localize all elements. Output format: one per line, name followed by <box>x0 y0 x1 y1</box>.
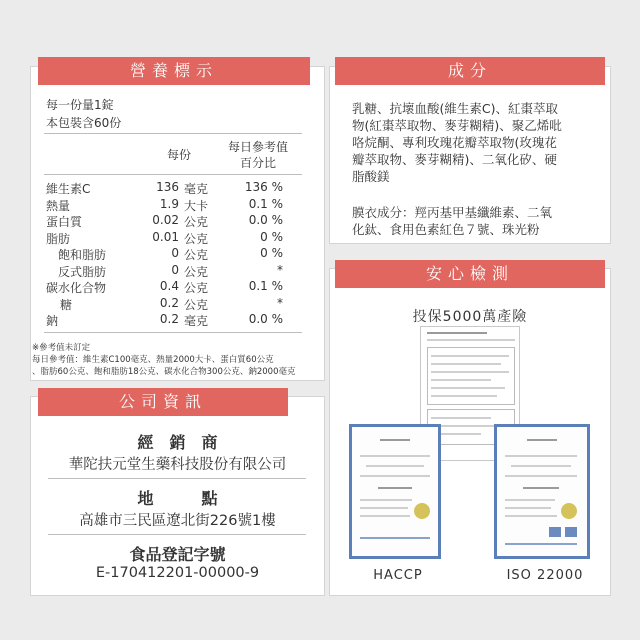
nutrient-unit: 公克 <box>184 281 209 295</box>
nutrition-divider-top <box>44 133 302 134</box>
nutrition-divider-bottom <box>44 332 302 333</box>
nutrient-unit: 毫克 <box>184 182 209 196</box>
iso-label: ISO 22000 <box>506 568 584 583</box>
nutrient-value: 0.02 <box>152 213 179 227</box>
nutrition-row <box>46 230 301 247</box>
safety-banner <box>335 260 605 288</box>
nutrient-value: 136 <box>156 180 179 194</box>
nutrient-name: 鈉 <box>46 314 59 328</box>
nutrition-banner <box>38 57 310 85</box>
insurance-text: 投保5000萬產險 <box>412 309 528 325</box>
nutrient-unit: 公克 <box>184 265 209 279</box>
nutrition-row <box>46 246 301 263</box>
nutrient-unit: 公克 <box>184 232 209 246</box>
col-daily-reference: 每日參考值 <box>228 140 289 154</box>
ingredients-line: 瓣萃取物、麥芽糊精)、二氧化矽、硬 <box>352 152 557 167</box>
nutrient-percent: * <box>277 296 283 310</box>
serving-size: 每一份量1錠 <box>46 98 114 112</box>
coating-line: 化鈦、食用色素紅色７號、珠光粉 <box>352 222 540 237</box>
registration-label: 食品登記字號 <box>129 545 226 564</box>
nutrient-name: 蛋白質 <box>46 215 83 229</box>
nutrient-unit: 毫克 <box>184 314 209 328</box>
nutrition-row <box>46 180 301 197</box>
company-divider <box>48 478 306 479</box>
ingredients-line: 物(紅棗萃取物、麥芽糊精)、聚乙烯吡 <box>352 118 562 133</box>
company-banner-title: 公司資訊 <box>118 392 207 411</box>
nutrition-banner-title: 營養標示 <box>129 61 218 80</box>
ingredients-line: 咯烷酮、專利玫瑰花瓣萃取物(玫瑰花 <box>352 135 557 150</box>
nutrient-name: 反式脂肪 <box>58 265 107 279</box>
ingredients-text <box>352 100 562 185</box>
nutrient-name: 碳水化合物 <box>46 281 107 295</box>
nutrient-percent: 0 % <box>260 246 283 260</box>
col-daily-percent: 百分比 <box>240 156 277 170</box>
nutrient-unit: 公克 <box>184 298 209 312</box>
nutrient-percent: 0.0 % <box>248 213 283 227</box>
haccp-certificate-image <box>349 424 441 559</box>
nutrient-percent: 0.1 % <box>248 279 283 293</box>
nutrient-unit: 大卡 <box>184 199 209 213</box>
nutrient-value: 0 <box>171 263 179 277</box>
nutrient-percent: 0 % <box>260 230 283 244</box>
nutrition-divider-mid <box>44 174 302 175</box>
nutrient-value: 1.9 <box>159 197 179 211</box>
nutrient-name: 脂肪 <box>46 232 71 246</box>
company-divider <box>48 534 306 535</box>
address: 高雄市三民區遼北街226號1樓 <box>79 513 276 529</box>
nutrient-name: 飽和脂肪 <box>58 248 107 262</box>
nutrition-row <box>46 197 301 214</box>
nutrient-name: 糖 <box>60 298 73 312</box>
distributor-name: 華陀扶元堂生藥科技股份有限公司 <box>68 457 287 473</box>
ingredients-banner-title: 成分 <box>447 61 492 80</box>
address-label: 地 點 <box>137 489 218 508</box>
servings-per-package: 本包裝含60份 <box>46 116 122 130</box>
nutrient-value: 0 <box>171 246 179 260</box>
nutrient-percent: 0.1 % <box>248 197 283 211</box>
coating-line: 膜衣成分：羥丙基甲基纖維素、二氧 <box>352 205 553 220</box>
safety-banner-title: 安心檢測 <box>425 264 514 283</box>
nutrition-note: 每日參考值：維生素C100毫克、熱量2000大卡、蛋白質60公克 <box>32 355 274 365</box>
nutrition-row <box>46 279 301 296</box>
registration-number: E-170412201-00000-9 <box>95 565 260 581</box>
nutrient-percent: 136 % <box>244 180 283 194</box>
nutrient-percent: * <box>277 263 283 277</box>
ingredients-banner <box>335 57 605 85</box>
nutrient-name: 維生素C <box>46 182 91 196</box>
ingredients-line: 乳糖、抗壞血酸(維生素C)、紅棗萃取 <box>352 101 558 116</box>
coating-text <box>352 204 552 238</box>
nutrient-value: 0.2 <box>159 296 179 310</box>
haccp-label: HACCP <box>373 568 423 583</box>
nutrition-row <box>46 263 301 280</box>
distributor-label: 經 銷 商 <box>137 433 218 452</box>
company-banner <box>38 388 288 416</box>
nutrition-row <box>46 296 301 313</box>
ingredients-line: 脂酸鎂 <box>352 169 390 184</box>
nutrient-unit: 公克 <box>184 215 209 229</box>
nutrient-name: 熱量 <box>46 199 71 213</box>
nutrient-value: 0.2 <box>159 312 179 326</box>
nutrient-value: 0.4 <box>159 279 179 293</box>
nutrient-percent: 0.0 % <box>248 312 283 326</box>
nutrition-row <box>46 213 301 230</box>
nutrition-row <box>46 312 301 329</box>
nutrition-note: 、脂肪60公克、飽和脂肪18公克、碳水化合物300公克、鈉2000毫克 <box>32 367 296 377</box>
nutrient-value: 0.01 <box>152 230 179 244</box>
nutrition-note: ※參考值未訂定 <box>32 343 91 353</box>
iso-certificate-image <box>494 424 590 559</box>
nutrient-unit: 公克 <box>184 248 209 262</box>
col-per-serving: 每份 <box>167 148 192 162</box>
